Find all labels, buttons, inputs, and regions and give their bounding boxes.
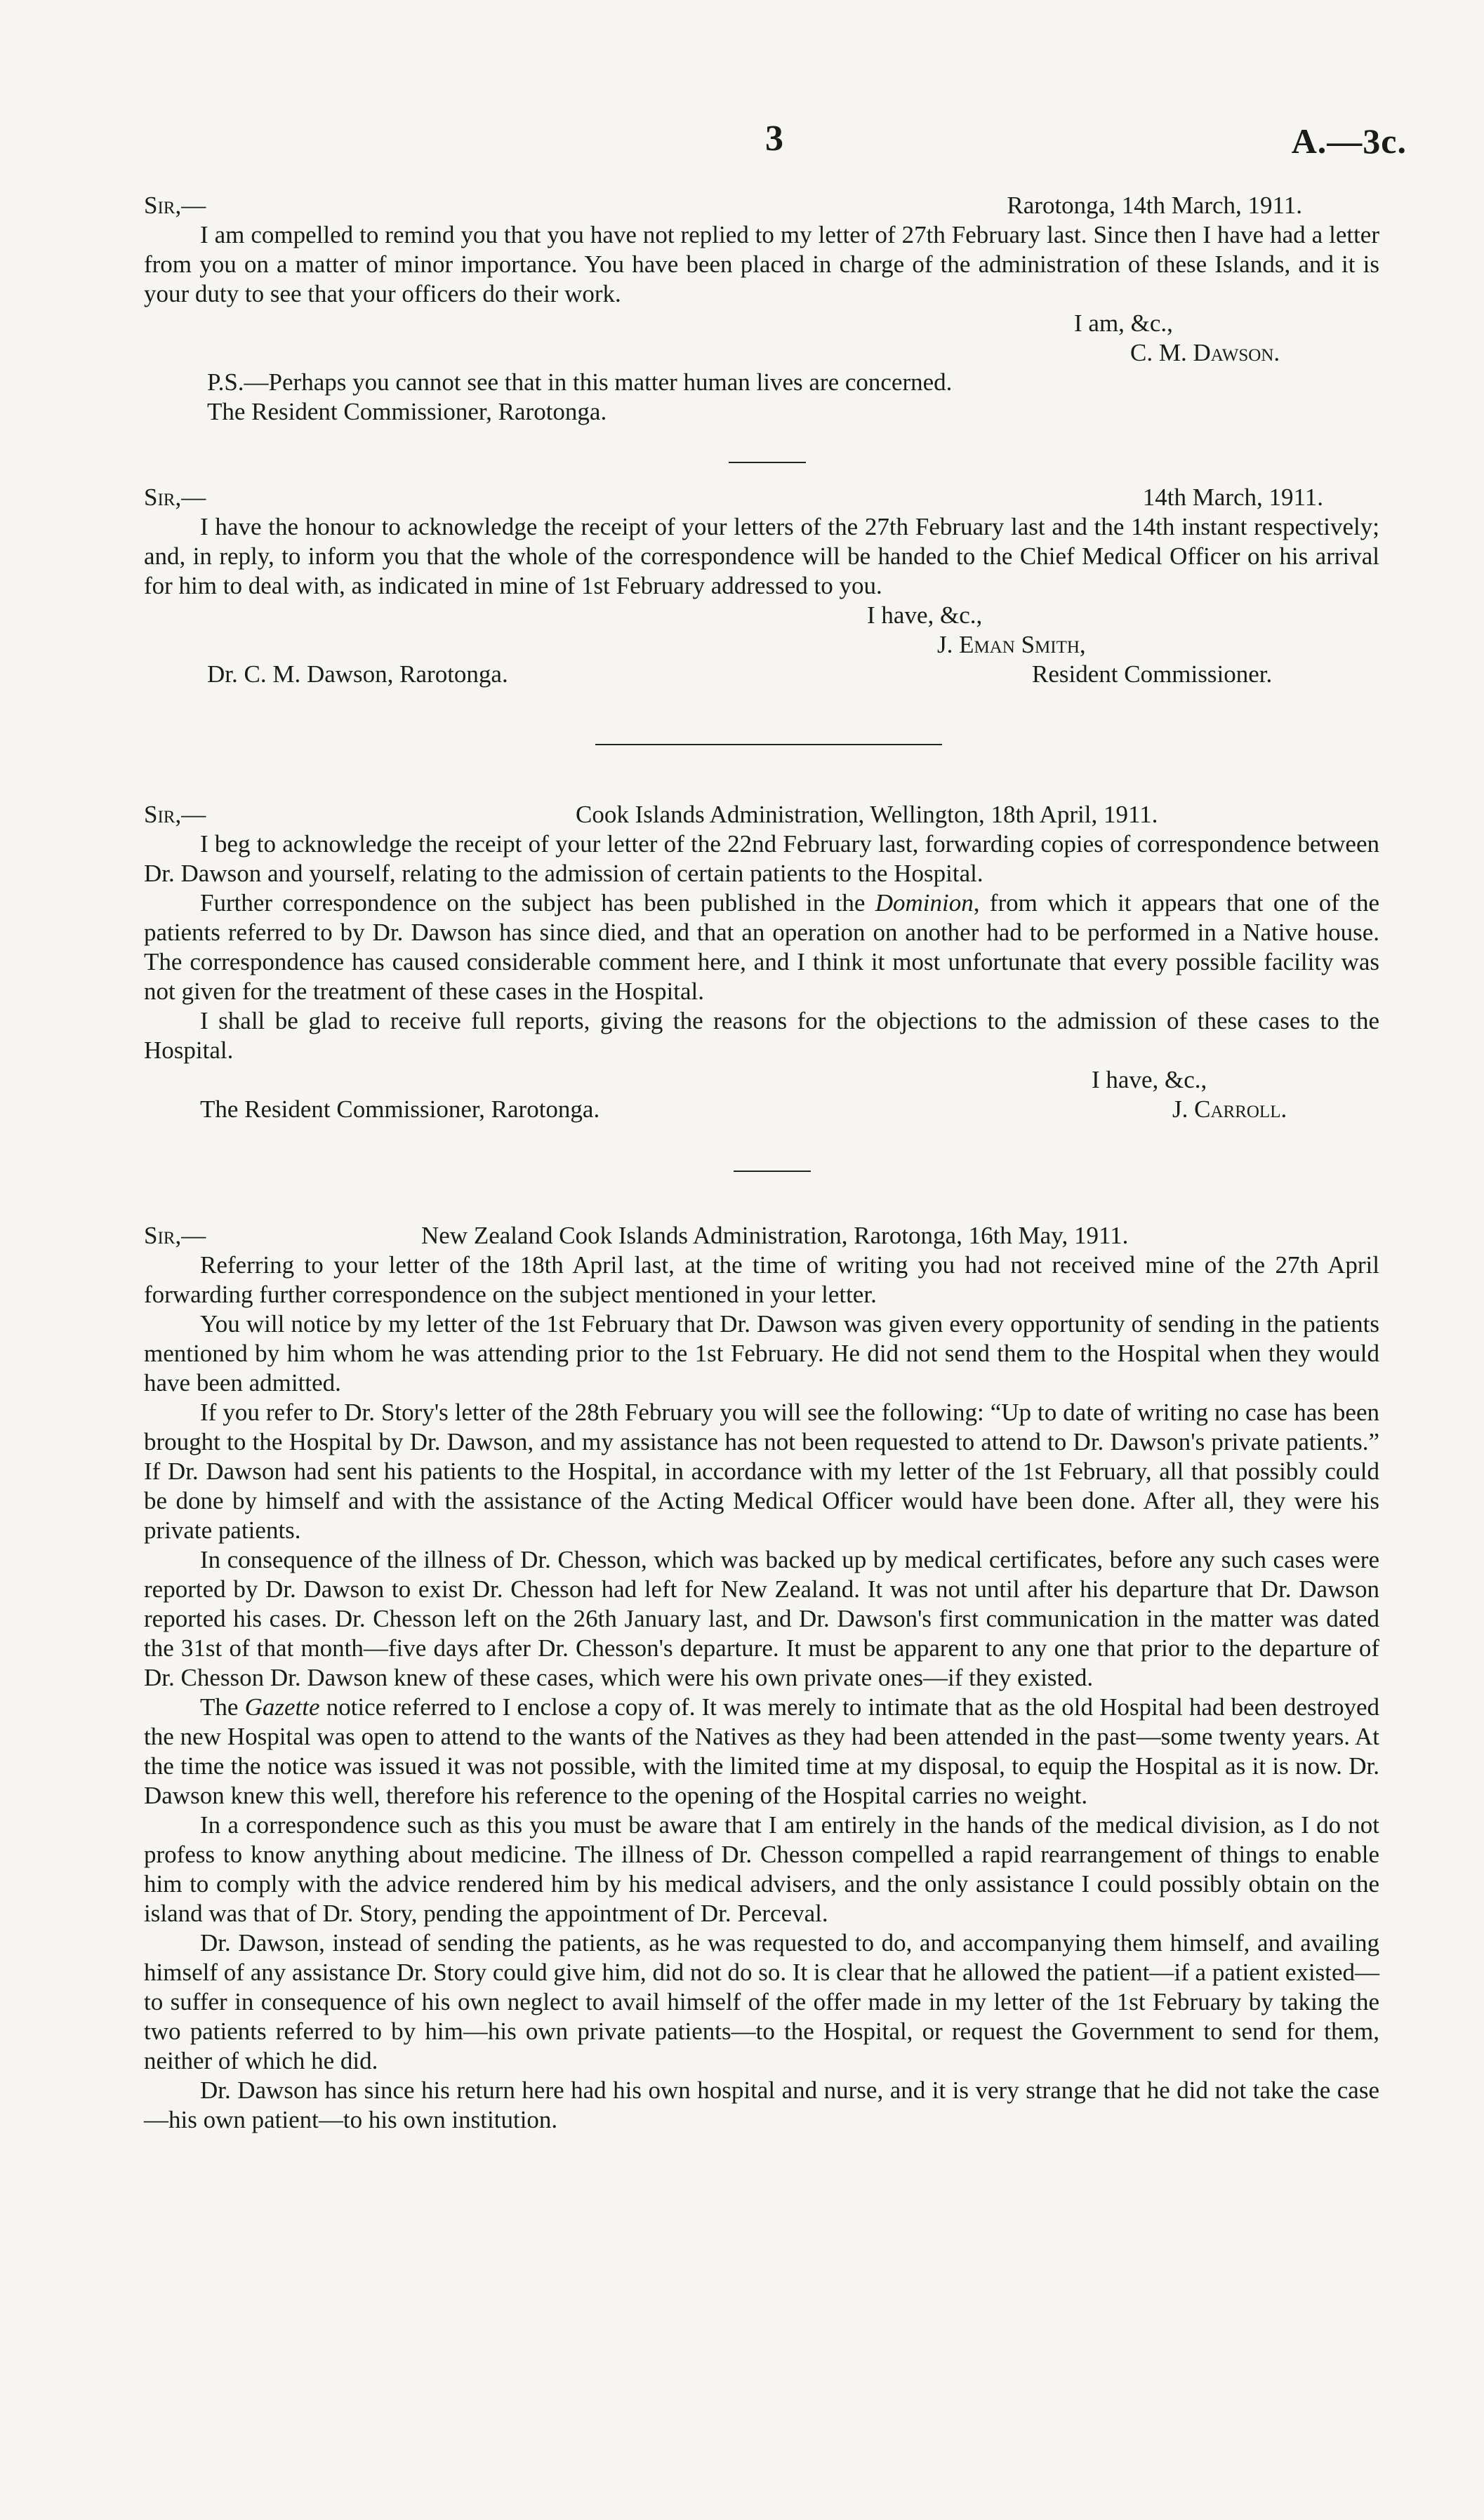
paragraph-7: Dr. Dawson, instead of sending the patients, as he was requested to do, and accompanying them himself, and availing himself of any assistance Dr. Story could give him, did not do so. It is clear that he allowed the patient—if a patient existed—to suffer in consequence of his own neglect to avail himself of the offer made in my letter of the 1st February by taking the two patients referred to by him—his own private patients—to the Hospital, or request the Government to send for them, neither of which he did. [144, 1929, 1379, 2074]
paragraph-1: Referring to your letter of the 18th April last, at the time of writing you had not received mine of the 27th April forwarding further correspondence on the subject mentioned in your letter. [144, 1251, 1379, 1308]
paragraph-2: You will notice by my letter of the 1st February that Dr. Dawson was given every opportunity of sending in the patients mentioned by him whom he was attending prior to the 1st February. He did not send them to the Hospital when they would have been admitted. [144, 1310, 1379, 1396]
closing: I am, &c., [1074, 309, 1173, 337]
addressee: The Resident Commissioner, Rarotonga. [200, 1095, 600, 1123]
paragraph-4: In consequence of the illness of Dr. Chesson, which was backed up by medical certificates, before any such cases were reported by Dr. Dawson to exist Dr. Chesson had left for New Zealand. It was not until after his departure that Dr. Dawson reported his cases. Dr. Chesson left on the 26th January last, and Dr. Dawson's first communication in the matter was dated the 31st of that month—five days after Dr. Chesson's departure. It must be apparent to any one that prior to the departure of Dr. Chesson Dr. Dawson knew of these cases, which were his own private ones—if they existed. [144, 1546, 1379, 1691]
letter-3 [144, 800, 1379, 1124]
postscript: P.S.—Perhaps you cannot see that in this matter human lives are concerned. [207, 368, 953, 396]
paragraph-3: If you refer to Dr. Story's letter of the 28th February you will see the following: “Up to date of writing no case has been brought to the Hospital by Dr. Dawson, and my assistance has not been requested to attend to Dr. Dawson's private patients.” If Dr. Dawson had sent his patients to the Hospital, in accordance with my letter of the 1st February, all that possibly could be done by himself and with the assistance of the Acting Medical Officer would have been done. After all, they were his private patients. [144, 1399, 1379, 1544]
signatory-title: Resident Commissioner. [1032, 660, 1273, 688]
signature: J. Carroll. [1172, 1095, 1287, 1123]
salutation: Sir,— [144, 192, 206, 219]
paragraph-1: I beg to acknowledge the receipt of your letter of the 22nd February last, forwarding copies of correspondence between Dr. Dawson and yourself, relating to the admission of certain patients to the Hospital. [144, 830, 1379, 887]
salutation: Sir,— [144, 484, 206, 511]
paragraph-8: Dr. Dawson has since his return here had his own hospital and nurse, and it is very strange that he did not take the case—his own patient—to his own institution. [144, 2076, 1379, 2133]
document-reference: A.—3c. [1291, 121, 1407, 161]
place-date: Rarotonga, 14th March, 1911. [1007, 192, 1302, 219]
salutation: Sir,— [144, 801, 206, 828]
signature: C. M. Dawson. [1130, 339, 1280, 366]
short-divider [729, 462, 806, 463]
paragraph-2: Further correspondence on the subject has been published in the Dominion, from which it appears that one of the patients referred to by Dr. Dawson has since died, and that an operation on another had to be performed in a Native house. The correspondence has caused considerable comment here, and I think it most unfortunate that every possible facility was not given for the treatment of these cases in the Hospital. [144, 889, 1379, 1005]
date: 14th March, 1911. [1142, 484, 1323, 511]
long-divider [595, 744, 942, 745]
letter-2 [144, 483, 1379, 689]
letter-body: I have the honour to acknowledge the receipt of your letters of the 27th February last and the 14th instant respectively; and, in reply, to inform you that the whole of the correspondence will be handed to the Chief Medical Officer on his arrival for him to deal with, as indicated in mine of 1st February addressed to you. [144, 513, 1379, 599]
closing: I have, &c., [867, 601, 983, 629]
letter-body: I am compelled to remind you that you have not replied to my letter of 27th February last. Since then I have had a letter from you on a matter of minor importance. You have been placed in charge of the administration of these Islands, and it is your duty to see that your officers do their work. [144, 221, 1379, 307]
place-date: Cook Islands Administration, Wellington, 18th April, 1911. [576, 801, 1158, 828]
addressee: Dr. C. M. Dawson, Rarotonga. [207, 660, 508, 688]
letter-1 [144, 191, 1379, 427]
addressee: The Resident Commissioner, Rarotonga. [207, 398, 607, 425]
signature: J. Eman Smith, [937, 631, 1086, 658]
page-number: 3 [765, 119, 783, 159]
letter-4 [144, 1221, 1379, 2135]
paragraph-5: The Gazette notice referred to I enclose a copy of. It was merely to intimate that as the old Hospital had been destroyed the new Hospital was open to attend to the wants of the Natives as they had been attended in the past—some twenty years. At the time the notice was issued it was not possible, with the limited time at my disposal, to equip the Hospital as it is now. Dr. Dawson knew this well, therefore his reference to the opening of the Hospital carries no weight. [144, 1693, 1379, 1809]
closing: I have, &c., [1092, 1066, 1207, 1093]
paragraph-6: In a correspondence such as this you must be aware that I am entirely in the hands of the medical division, as I do not profess to know anything about medicine. The illness of Dr. Chesson compelled a rapid rearrangement of things to enable him to comply with the advice rendered him by his medical advisers, and the only assistance I could possibly obtain on the island was that of Dr. Story, pending the appointment of Dr. Perceval. [144, 1811, 1379, 1927]
paragraph-3: I shall be glad to receive full reports, giving the reasons for the objections to the admission of these cases to the Hospital. [144, 1007, 1379, 1064]
salutation: Sir,— [144, 1222, 206, 1249]
short-divider [734, 1171, 811, 1172]
place-date: New Zealand Cook Islands Administration, Rarotonga, 16th May, 1911. [421, 1222, 1129, 1249]
